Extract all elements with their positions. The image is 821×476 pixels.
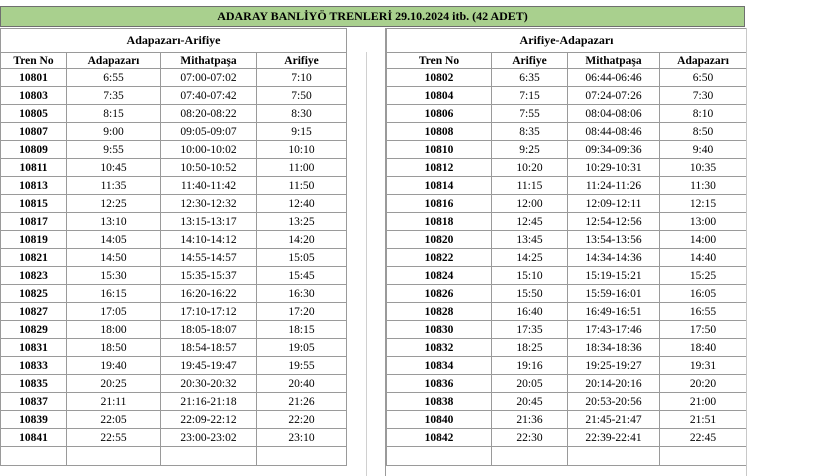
empty-row <box>1 447 347 466</box>
train-number-cell: 10801 <box>1 69 67 87</box>
train-number-cell: 10809 <box>1 141 67 159</box>
empty-cell <box>568 447 660 466</box>
time-cell: 16:15 <box>67 285 161 303</box>
empty-cell <box>67 447 161 466</box>
table-row <box>1 321 347 339</box>
train-number-cell: 10819 <box>1 231 67 249</box>
time-cell: 19:05 <box>257 339 347 357</box>
column-header: Mithatpaşa <box>161 53 257 69</box>
time-cell: 15:59-16:01 <box>568 285 660 303</box>
time-cell: 16:20-16:22 <box>161 285 257 303</box>
table-row <box>387 303 747 321</box>
time-cell: 08:20-08:22 <box>161 105 257 123</box>
time-cell: 9:15 <box>257 123 347 141</box>
table-row <box>387 321 747 339</box>
time-cell: 7:35 <box>67 87 161 105</box>
train-number-cell: 10816 <box>387 195 492 213</box>
time-cell: 20:05 <box>492 375 568 393</box>
train-number-cell: 10832 <box>387 339 492 357</box>
time-cell: 19:25-19:27 <box>568 357 660 375</box>
time-cell: 18:40 <box>660 339 747 357</box>
time-cell: 9:40 <box>660 141 747 159</box>
table-row <box>1 303 347 321</box>
table-row <box>387 213 747 231</box>
column-header: Tren No <box>1 53 67 69</box>
time-cell: 8:15 <box>67 105 161 123</box>
time-cell: 15:19-15:21 <box>568 267 660 285</box>
time-cell: 16:49-16:51 <box>568 303 660 321</box>
time-cell: 15:35-15:37 <box>161 267 257 285</box>
table-row <box>387 159 747 177</box>
time-cell: 11:30 <box>660 177 747 195</box>
time-cell: 7:30 <box>660 87 747 105</box>
time-cell: 18:15 <box>257 321 347 339</box>
train-number-cell: 10814 <box>387 177 492 195</box>
time-cell: 10:50-10:52 <box>161 159 257 177</box>
empty-cell <box>161 447 257 466</box>
time-cell: 18:05-18:07 <box>161 321 257 339</box>
schedule-title: ADARAY BANLİYÖ TRENLERİ 29.10.2024 itb. (42 ADET) <box>0 6 745 27</box>
time-cell: 13:54-13:56 <box>568 231 660 249</box>
train-number-cell: 10831 <box>1 339 67 357</box>
time-cell: 22:39-22:41 <box>568 429 660 447</box>
table-row <box>387 267 747 285</box>
table-row <box>387 357 747 375</box>
train-number-cell: 10821 <box>1 249 67 267</box>
time-cell: 21:11 <box>67 393 161 411</box>
table-row <box>1 429 347 447</box>
table-body-right <box>387 69 747 466</box>
table-row <box>387 339 747 357</box>
table-row <box>1 213 347 231</box>
time-cell: 11:50 <box>257 177 347 195</box>
time-cell: 14:25 <box>492 249 568 267</box>
time-cell: 17:20 <box>257 303 347 321</box>
time-cell: 14:05 <box>67 231 161 249</box>
time-cell: 17:10-17:12 <box>161 303 257 321</box>
time-cell: 15:05 <box>257 249 347 267</box>
table-row <box>387 195 747 213</box>
train-number-cell: 10817 <box>1 213 67 231</box>
train-number-cell: 10825 <box>1 285 67 303</box>
table-row <box>1 231 347 249</box>
table-row <box>1 105 347 123</box>
time-cell: 10:35 <box>660 159 747 177</box>
table-row <box>387 285 747 303</box>
time-cell: 08:04-08:06 <box>568 105 660 123</box>
time-cell: 14:00 <box>660 231 747 249</box>
time-cell: 11:15 <box>492 177 568 195</box>
table-row <box>387 375 747 393</box>
time-cell: 10:20 <box>492 159 568 177</box>
time-cell: 14:10-14:12 <box>161 231 257 249</box>
time-cell: 16:05 <box>660 285 747 303</box>
train-number-cell: 10810 <box>387 141 492 159</box>
time-cell: 22:05 <box>67 411 161 429</box>
train-number-cell: 10835 <box>1 375 67 393</box>
train-number-cell: 10802 <box>387 69 492 87</box>
train-number-cell: 10827 <box>1 303 67 321</box>
table-row <box>387 105 747 123</box>
table-row <box>1 411 347 429</box>
train-number-cell: 10840 <box>387 411 492 429</box>
empty-cell <box>387 447 492 466</box>
train-number-cell: 10839 <box>1 411 67 429</box>
time-cell: 12:40 <box>257 195 347 213</box>
time-cell: 11:00 <box>257 159 347 177</box>
time-cell: 14:34-14:36 <box>568 249 660 267</box>
empty-cell <box>492 447 568 466</box>
train-number-cell: 10828 <box>387 303 492 321</box>
time-cell: 13:45 <box>492 231 568 249</box>
column-header: Mithatpaşa <box>568 53 660 69</box>
train-number-cell: 10837 <box>1 393 67 411</box>
time-cell: 18:34-18:36 <box>568 339 660 357</box>
time-cell: 21:00 <box>660 393 747 411</box>
time-cell: 13:10 <box>67 213 161 231</box>
time-cell: 13:00 <box>660 213 747 231</box>
train-number-cell: 10808 <box>387 123 492 141</box>
train-number-cell: 10812 <box>387 159 492 177</box>
train-number-cell: 10815 <box>1 195 67 213</box>
train-number-cell: 10841 <box>1 429 67 447</box>
time-cell: 8:35 <box>492 123 568 141</box>
table-row <box>387 177 747 195</box>
table-row <box>1 249 347 267</box>
time-cell: 8:50 <box>660 123 747 141</box>
time-cell: 12:45 <box>492 213 568 231</box>
time-cell: 16:40 <box>492 303 568 321</box>
time-cell: 7:15 <box>492 87 568 105</box>
time-cell: 18:00 <box>67 321 161 339</box>
time-cell: 9:25 <box>492 141 568 159</box>
time-cell: 22:20 <box>257 411 347 429</box>
train-number-cell: 10833 <box>1 357 67 375</box>
time-cell: 17:35 <box>492 321 568 339</box>
time-cell: 19:40 <box>67 357 161 375</box>
table-adapazari-arifiye <box>0 28 347 466</box>
train-number-cell: 10830 <box>387 321 492 339</box>
table-row <box>1 357 347 375</box>
time-cell: 17:43-17:46 <box>568 321 660 339</box>
time-cell: 21:36 <box>492 411 568 429</box>
time-cell: 13:25 <box>257 213 347 231</box>
time-cell: 12:00 <box>492 195 568 213</box>
train-number-cell: 10834 <box>387 357 492 375</box>
train-number-cell: 10826 <box>387 285 492 303</box>
train-number-cell: 10805 <box>1 105 67 123</box>
table-row <box>1 393 347 411</box>
column-header: Arifiye <box>257 53 347 69</box>
time-cell: 19:55 <box>257 357 347 375</box>
time-cell: 06:44-06:46 <box>568 69 660 87</box>
table-arifiye-adapazari <box>386 28 747 466</box>
table-row <box>1 159 347 177</box>
table-row <box>387 231 747 249</box>
table-row <box>1 69 347 87</box>
time-cell: 21:16-21:18 <box>161 393 257 411</box>
empty-cell <box>257 447 347 466</box>
time-cell: 18:25 <box>492 339 568 357</box>
time-cell: 17:05 <box>67 303 161 321</box>
time-cell: 7:55 <box>492 105 568 123</box>
train-number-cell: 10806 <box>387 105 492 123</box>
section-heading-left: Adapazarı-Arifiye <box>1 29 347 53</box>
train-number-cell: 10823 <box>1 267 67 285</box>
train-number-cell: 10807 <box>1 123 67 141</box>
column-header: Arifiye <box>492 53 568 69</box>
time-cell: 07:40-07:42 <box>161 87 257 105</box>
table-row <box>387 429 747 447</box>
time-cell: 18:54-18:57 <box>161 339 257 357</box>
time-cell: 15:50 <box>492 285 568 303</box>
time-cell: 7:10 <box>257 69 347 87</box>
time-cell: 17:50 <box>660 321 747 339</box>
column-header: Adapazarı <box>660 53 747 69</box>
column-header: Tren No <box>387 53 492 69</box>
time-cell: 9:55 <box>67 141 161 159</box>
table-row <box>387 411 747 429</box>
time-cell: 19:31 <box>660 357 747 375</box>
train-number-cell: 10804 <box>387 87 492 105</box>
table-row <box>1 375 347 393</box>
table-row <box>1 87 347 105</box>
time-cell: 6:35 <box>492 69 568 87</box>
time-cell: 9:00 <box>67 123 161 141</box>
time-cell: 12:15 <box>660 195 747 213</box>
time-cell: 21:45-21:47 <box>568 411 660 429</box>
time-cell: 12:54-12:56 <box>568 213 660 231</box>
train-number-cell: 10803 <box>1 87 67 105</box>
train-number-cell: 10811 <box>1 159 67 177</box>
time-cell: 12:09-12:11 <box>568 195 660 213</box>
time-cell: 09:05-09:07 <box>161 123 257 141</box>
time-cell: 18:50 <box>67 339 161 357</box>
time-cell: 20:20 <box>660 375 747 393</box>
time-cell: 20:25 <box>67 375 161 393</box>
table-row <box>387 123 747 141</box>
time-cell: 08:44-08:46 <box>568 123 660 141</box>
time-cell: 20:14-20:16 <box>568 375 660 393</box>
column-header: Adapazarı <box>67 53 161 69</box>
train-number-cell: 10842 <box>387 429 492 447</box>
time-cell: 09:34-09:36 <box>568 141 660 159</box>
time-cell: 10:10 <box>257 141 347 159</box>
table-row <box>1 267 347 285</box>
time-cell: 14:40 <box>660 249 747 267</box>
time-cell: 13:15-13:17 <box>161 213 257 231</box>
grid-line <box>746 28 747 476</box>
table-row <box>387 87 747 105</box>
time-cell: 15:25 <box>660 267 747 285</box>
time-cell: 16:55 <box>660 303 747 321</box>
time-cell: 10:00-10:02 <box>161 141 257 159</box>
time-cell: 07:24-07:26 <box>568 87 660 105</box>
time-cell: 23:00-23:02 <box>161 429 257 447</box>
table-row <box>387 249 747 267</box>
table-body-left <box>1 69 347 466</box>
train-number-cell: 10824 <box>387 267 492 285</box>
time-cell: 19:16 <box>492 357 568 375</box>
time-cell: 22:30 <box>492 429 568 447</box>
time-cell: 8:30 <box>257 105 347 123</box>
table-row <box>1 123 347 141</box>
empty-cell <box>1 447 67 466</box>
time-cell: 12:30-12:32 <box>161 195 257 213</box>
time-cell: 12:25 <box>67 195 161 213</box>
time-cell: 20:40 <box>257 375 347 393</box>
time-cell: 22:45 <box>660 429 747 447</box>
time-cell: 10:45 <box>67 159 161 177</box>
train-number-cell: 10818 <box>387 213 492 231</box>
time-cell: 15:10 <box>492 267 568 285</box>
time-cell: 7:50 <box>257 87 347 105</box>
section-heading-right: Arifiye-Adapazarı <box>387 29 747 53</box>
time-cell: 16:30 <box>257 285 347 303</box>
table-row <box>1 141 347 159</box>
time-cell: 10:29-10:31 <box>568 159 660 177</box>
time-cell: 22:55 <box>67 429 161 447</box>
train-number-cell: 10813 <box>1 177 67 195</box>
time-cell: 11:40-11:42 <box>161 177 257 195</box>
table-row <box>1 339 347 357</box>
table-row <box>1 177 347 195</box>
time-cell: 6:55 <box>67 69 161 87</box>
time-cell: 14:55-14:57 <box>161 249 257 267</box>
time-cell: 20:30-20:32 <box>161 375 257 393</box>
time-cell: 23:10 <box>257 429 347 447</box>
time-cell: 21:51 <box>660 411 747 429</box>
train-number-cell: 10822 <box>387 249 492 267</box>
time-cell: 07:00-07:02 <box>161 69 257 87</box>
empty-cell <box>660 447 747 466</box>
time-cell: 20:45 <box>492 393 568 411</box>
table-row <box>387 69 747 87</box>
table-row <box>387 393 747 411</box>
time-cell: 14:20 <box>257 231 347 249</box>
train-number-cell: 10836 <box>387 375 492 393</box>
table-row <box>1 285 347 303</box>
time-cell: 6:50 <box>660 69 747 87</box>
table-row <box>1 195 347 213</box>
train-number-cell: 10820 <box>387 231 492 249</box>
time-cell: 15:30 <box>67 267 161 285</box>
time-cell: 20:53-20:56 <box>568 393 660 411</box>
grid-line <box>366 52 367 476</box>
time-cell: 21:26 <box>257 393 347 411</box>
time-cell: 22:09-22:12 <box>161 411 257 429</box>
time-cell: 14:50 <box>67 249 161 267</box>
table-row <box>387 141 747 159</box>
time-cell: 19:45-19:47 <box>161 357 257 375</box>
time-cell: 11:35 <box>67 177 161 195</box>
train-number-cell: 10838 <box>387 393 492 411</box>
train-number-cell: 10829 <box>1 321 67 339</box>
time-cell: 15:45 <box>257 267 347 285</box>
time-cell: 11:24-11:26 <box>568 177 660 195</box>
time-cell: 8:10 <box>660 105 747 123</box>
empty-row <box>387 447 747 466</box>
